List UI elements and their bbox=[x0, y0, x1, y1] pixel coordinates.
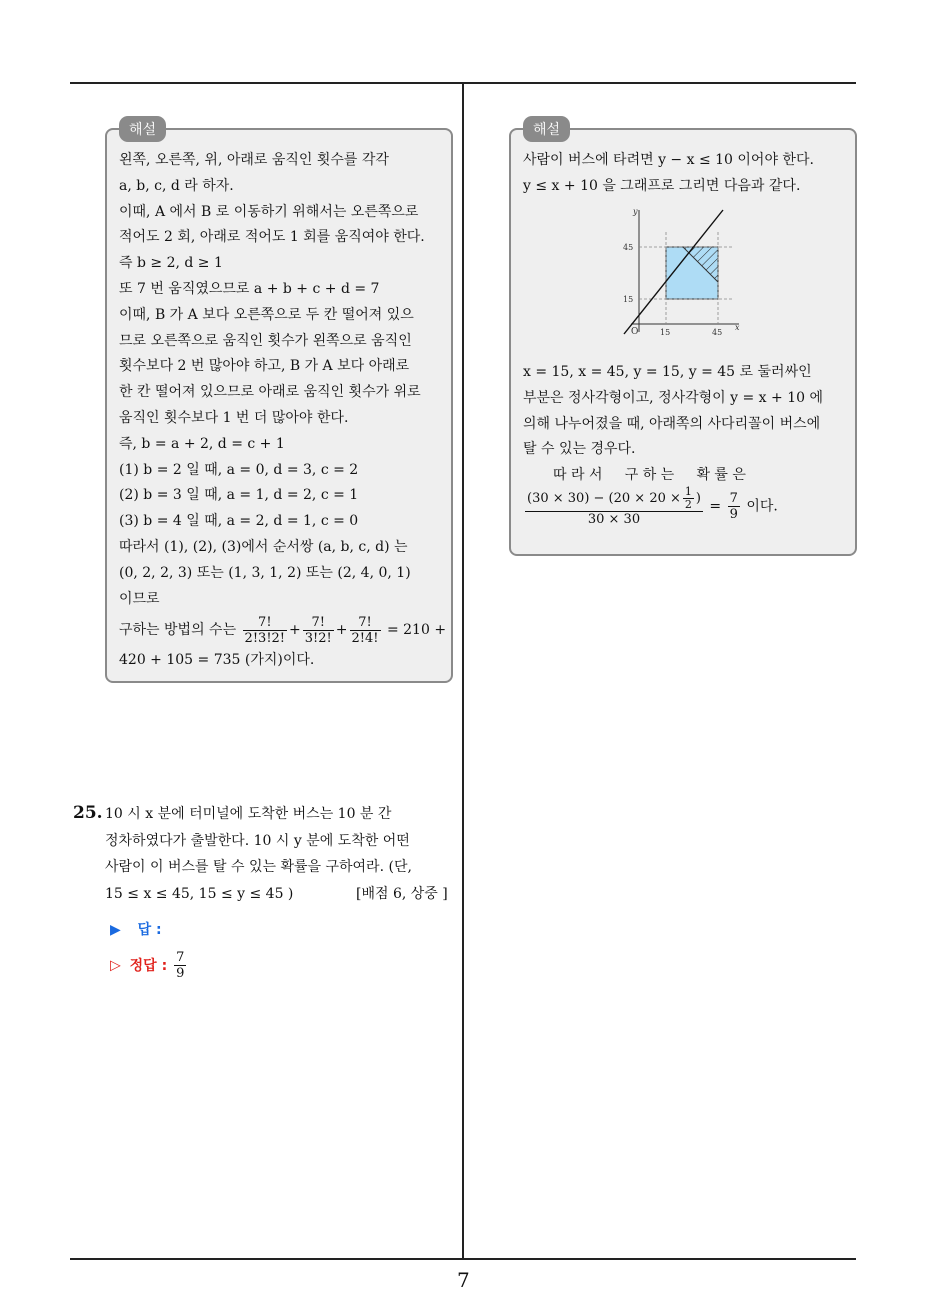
text-line: 횟수보다 2 번 많아야 하고, B 가 A 보다 아래로 bbox=[119, 358, 410, 375]
page-number: 7 bbox=[457, 1268, 470, 1292]
count-formula-line: 구하는 방법의 수는 $\frac{7!}{2!3!2!}$ + $\frac{7!}{3!2!}$ + $\frac{7!}{2!4!}$ = 210 + bbox=[119, 614, 447, 646]
text-line: 의해 나누어졌을 때, 아래쪽의 사다리꼴이 버스에 bbox=[523, 415, 821, 432]
text-line: (3) b = 4 일 때, a = 2, d = 1, c = 0 bbox=[119, 513, 359, 530]
result-suffix: 이다. bbox=[746, 498, 778, 515]
result-fraction: $\frac{7}{9}$ bbox=[729, 491, 738, 522]
text-line: 이므로 bbox=[119, 590, 160, 607]
text-line: 사람이 이 버스를 탈 수 있는 확률을 구하여라. (단, bbox=[105, 859, 412, 875]
text-line: 므로 오른쪽으로 움직인 횟수가 왼쪽으로 움직인 bbox=[119, 332, 412, 349]
correct-label: 정답 : bbox=[129, 957, 168, 974]
explanation-tag: 해설 bbox=[119, 116, 166, 142]
text-line: 이때, A 에서 B 로 이동하기 위해서는 오른쪽으로 bbox=[119, 203, 419, 220]
text-line: 또 7 번 움직였으므로 a + b + c + d = 7 bbox=[119, 280, 380, 297]
text-line: 10 시 x 분에 터미널에 도착한 버스는 10 분 간 bbox=[105, 806, 392, 822]
text-line: 움직인 횟수보다 1 번 더 많아야 한다. bbox=[119, 409, 349, 426]
answer-label: 답 : bbox=[137, 922, 162, 938]
outline-play-icon: ▷ bbox=[110, 957, 121, 974]
correct-answer-row bbox=[110, 950, 188, 981]
count-prefix: 구하는 방법의 수는 bbox=[119, 622, 237, 639]
x-axis-label: x bbox=[735, 323, 740, 332]
fraction: $\frac{7!}{3!2!}$ bbox=[304, 614, 332, 646]
x-tick-45: 45 bbox=[712, 328, 723, 337]
text-line: 따라서 (1), (2), (3)에서 순서쌍 (a, b, c, d) 는 bbox=[119, 538, 408, 555]
bottom-rule bbox=[70, 1258, 856, 1260]
fraction: $\frac{7!}{2!4!}$ bbox=[351, 614, 379, 646]
y-tick-45: 45 bbox=[623, 243, 634, 252]
left-explanation-text bbox=[119, 148, 446, 674]
fraction: $\frac{7!}{2!3!2!}$ bbox=[244, 614, 286, 646]
answer-row bbox=[110, 919, 162, 939]
text-line: x = 15, x = 45, y = 15, y = 45 로 둘러싸인 bbox=[523, 364, 812, 380]
text-line: 사람이 버스에 타려면 y − x ≤ 10 이어야 한다. bbox=[523, 152, 814, 168]
play-icon: ▶ bbox=[110, 922, 121, 938]
question-number: 25. bbox=[73, 803, 103, 823]
probability-fraction: (30 × 30) − (20 × 20 × $\frac{1}{2}$ ) 30 × 30 bbox=[527, 485, 701, 527]
text-line: 정차하였다가 출발한다. 10 시 y 분에 도착한 어떤 bbox=[105, 832, 410, 849]
x-tick-15: 15 bbox=[660, 328, 671, 337]
right-mid-text bbox=[523, 360, 823, 489]
text-line: 420 + 105 = 735 (가지)이다. bbox=[119, 652, 315, 669]
origin-label: O bbox=[631, 327, 639, 337]
text-line: (1) b = 2 일 때, a = 0, d = 3, c = 2 bbox=[119, 461, 359, 478]
right-explanation-box bbox=[509, 122, 857, 556]
text-line: (0, 2, 2, 3) 또는 (1, 3, 1, 2) 또는 (2, 4, 0, 1) bbox=[119, 564, 411, 581]
probability-graph bbox=[621, 202, 761, 342]
text-line: y ≤ x + 10 을 그래프로 그리면 다음과 같다. bbox=[523, 177, 801, 194]
score-label: [배점 6, 상중 ] bbox=[356, 886, 448, 902]
correct-fraction: $\frac{7}{9}$ bbox=[176, 950, 185, 981]
text-line: 한 칸 떨어져 있으므로 아래로 움직인 횟수가 위로 bbox=[119, 384, 421, 401]
left-explanation-box bbox=[105, 122, 453, 683]
right-top-text bbox=[523, 148, 814, 200]
explanation-tag: 해설 bbox=[523, 116, 570, 142]
y-tick-15: 15 bbox=[623, 295, 634, 304]
probability-formula: (30 × 30) − (20 × 20 × $\frac{1}{2}$ ) 30 × 30 = $\frac{7}{9}$ 이다. bbox=[527, 485, 778, 527]
count-suffix: = 210 + bbox=[386, 622, 447, 639]
text-line: 즉 b ≥ 2, d ≥ 1 bbox=[119, 255, 223, 272]
text-line: 즉, b = a + 2, d = c + 1 bbox=[119, 435, 285, 452]
column-divider bbox=[462, 82, 464, 1260]
text-line: a, b, c, d 라 하자. bbox=[119, 177, 234, 194]
conclusion-line: 따 라 서 구 하 는 확 률 은 bbox=[553, 467, 746, 484]
text-line: 부분은 정사각형이고, 정사각형이 y = x + 10 에 bbox=[523, 389, 823, 406]
y-axis-label: y bbox=[633, 207, 638, 216]
text-line: 이때, B 가 A 보다 오른쪽으로 두 칸 떨어져 있으 bbox=[119, 306, 414, 323]
text-line: 탈 수 있는 경우다. bbox=[523, 441, 636, 458]
text-line: 왼쪽, 오른쪽, 위, 아래로 움직인 횟수를 각각 bbox=[119, 152, 389, 168]
text-line: 적어도 2 회, 아래로 적어도 1 회를 움직여야 한다. bbox=[119, 229, 425, 246]
condition-text: 15 ≤ x ≤ 45, 15 ≤ y ≤ 45 ) bbox=[105, 885, 294, 902]
text-line: (2) b = 3 일 때, a = 1, d = 2, c = 1 bbox=[119, 487, 359, 504]
